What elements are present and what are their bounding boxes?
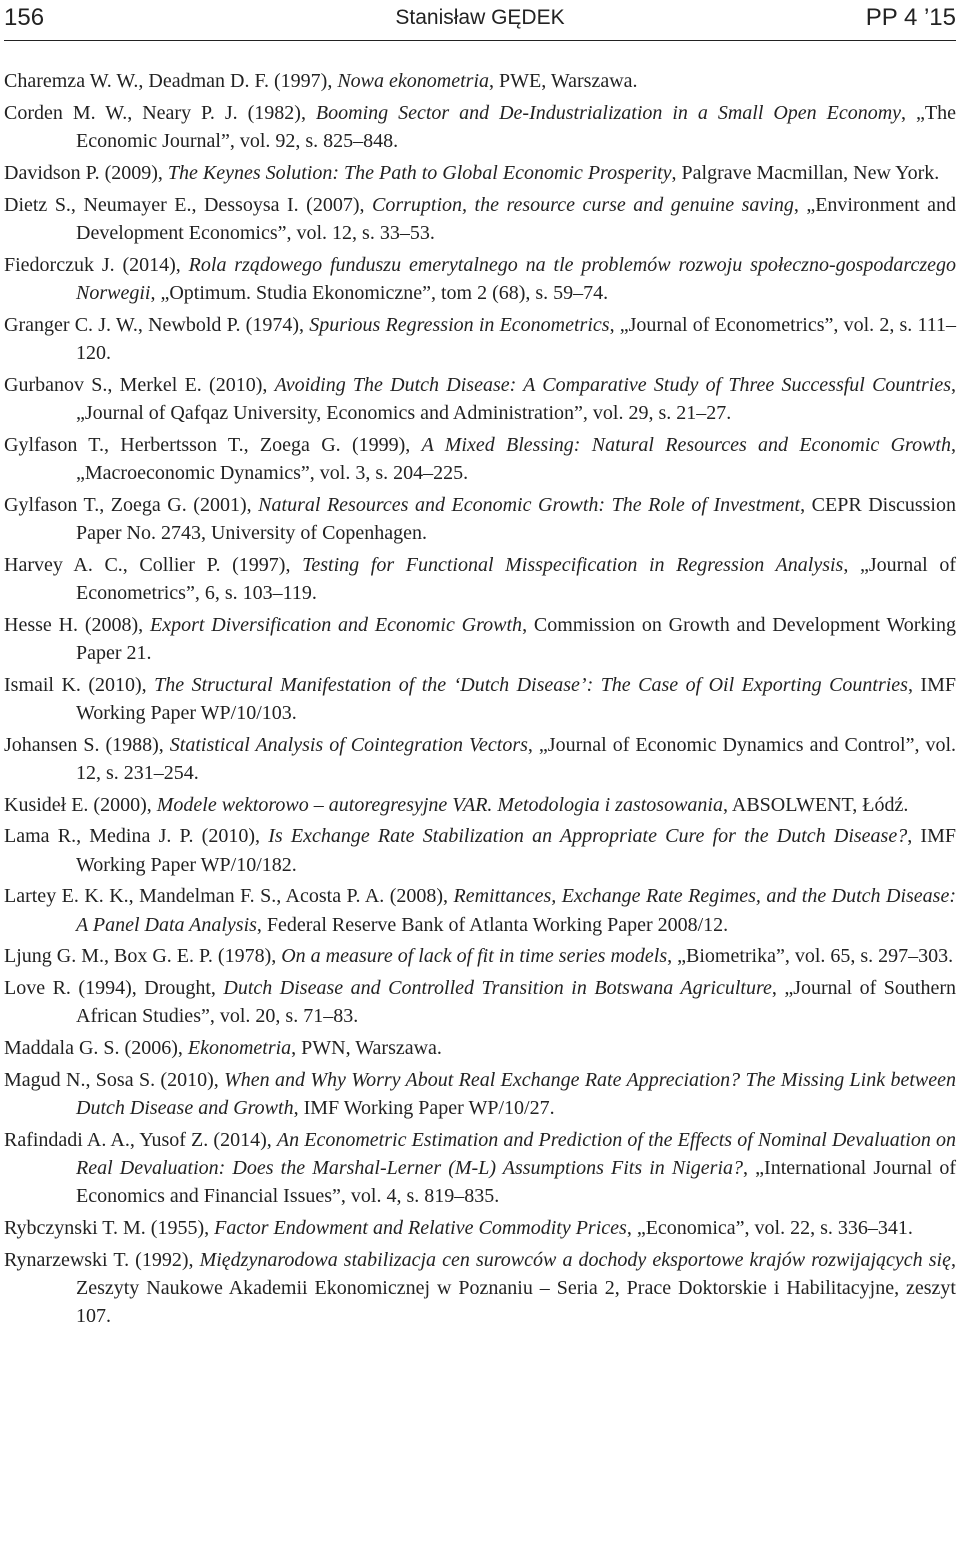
reference-text: Magud N., Sosa S. (2010), bbox=[4, 1068, 225, 1091]
reference-text: Rynarzewski T. (1992), bbox=[4, 1248, 200, 1271]
reference-title: Corruption, the resource curse and genuine saving bbox=[372, 193, 794, 216]
reference-text: , „Environment and Development Economics”, vol. 12, s. 33–53. bbox=[76, 193, 957, 244]
reference-entry bbox=[4, 791, 956, 819]
reference-text: , Federal Reserve Bank of Atlanta Working Paper 2008/12. bbox=[256, 913, 729, 936]
reference-entry bbox=[4, 251, 956, 307]
reference-title: Spurious Regression in Econometrics bbox=[309, 313, 610, 336]
reference-entry bbox=[4, 431, 956, 487]
reference-text: Johansen S. (1988), bbox=[4, 733, 170, 756]
reference-text: Hesse H. (2008), bbox=[4, 613, 150, 636]
reference-entry bbox=[4, 731, 956, 787]
reference-text: Gurbanov S., Merkel E. (2010), bbox=[4, 373, 275, 396]
reference-title: Is Exchange Rate Stabilization an Appropriate Cure for the Dutch Disease? bbox=[268, 825, 908, 848]
reference-title: The Keynes Solution: The Path to Global Economic Prosperity bbox=[167, 161, 672, 184]
reference-entry bbox=[4, 1034, 956, 1062]
page-number: 156 bbox=[4, 4, 45, 31]
reference-title: Avoiding The Dutch Disease: A Comparative Study of Three Successful Countries bbox=[274, 373, 951, 396]
reference-text: Lartey E. K. K., Mandelman F. S., Acosta P. A. (2008), bbox=[4, 885, 454, 908]
reference-text: Davidson P. (2009), bbox=[4, 161, 168, 184]
reference-text: , Palgrave Macmillan, New York. bbox=[671, 161, 940, 184]
reference-text: , „Journal of Economic Dynamics and Control”, vol. 12, s. 231–254. bbox=[76, 733, 957, 784]
reference-text: Gylfason T., Herbertsson T., Zoega G. (1999), bbox=[4, 433, 422, 456]
reference-title: An Econometric Estimation and Prediction of the Effects of Nominal Devaluation on Real Devaluation: Does the Marshal-Lerner (M-L) Assumptions Fits in Nigeria? bbox=[76, 1128, 956, 1180]
reference-title: Międzynarodowa stabilizacja cen surowców a dochody eksportowe krajów rozwijających się bbox=[199, 1248, 951, 1271]
reference-entry bbox=[4, 311, 956, 367]
reference-title: Dutch Disease and Controlled Transition in Botswana Agriculture bbox=[223, 977, 772, 1000]
reference-title: On a measure of lack of fit in time series models bbox=[281, 945, 668, 968]
reference-title: Nowa ekonometria bbox=[337, 70, 489, 92]
running-head-journal: PP 4 ’15 bbox=[865, 4, 956, 31]
reference-text: , Commission on Growth and Development Working Paper 21. bbox=[76, 613, 956, 664]
reference-title: Statistical Analysis of Cointegration Vectors bbox=[169, 733, 528, 756]
reference-text: , „Economica”, vol. 22, s. 336–341. bbox=[626, 1217, 913, 1240]
reference-title: A Mixed Blessing: Natural Resources and Economic Growth bbox=[421, 433, 951, 456]
reference-text: Lama R., Medina J. P. (2010), bbox=[4, 825, 269, 848]
reference-text: , „Biometrika”, vol. 65, s. 297–303. bbox=[667, 945, 954, 968]
reference-text: Corden M. W., Neary P. J. (1982), bbox=[4, 101, 316, 124]
reference-text: , „Macroeconomic Dynamics”, vol. 3, s. 204–225. bbox=[76, 433, 956, 484]
reference-text: Harvey A. C., Collier P. (1997), bbox=[4, 553, 303, 576]
running-head-author: Stanisław GĘDEK bbox=[395, 6, 565, 29]
reference-text: Gylfason T., Zoega G. (2001), bbox=[4, 493, 259, 516]
reference-text: Ismail K. (2010), bbox=[4, 673, 155, 696]
reference-text: , Zeszyty Naukowe Akademii Ekonomicznej w Poznaniu – Seria 2, Prace Doktorskie i Habilitacyjne, zeszyt 107. bbox=[76, 1248, 956, 1328]
reference-title: Ekonometria bbox=[187, 1037, 292, 1060]
reference-text: Ljung G. M., Box G. E. P. (1978), bbox=[4, 945, 282, 968]
reference-title: Booming Sector and De-Industrialization in a Small Open Economy bbox=[315, 101, 902, 124]
reference-title: Natural Resources and Economic Growth: The Role of Investment bbox=[258, 493, 801, 516]
reference-title: The Structural Manifestation of the ‘Dutch Disease’: The Case of Oil Exporting Countries bbox=[154, 673, 908, 696]
reference-entry bbox=[4, 882, 956, 938]
reference-text: Kusideł E. (2000), bbox=[4, 793, 157, 816]
reference-entry bbox=[4, 551, 956, 607]
reference-text: Granger C. J. W., Newbold P. (1974), bbox=[4, 313, 310, 336]
reference-text: , „The Economic Journal”, vol. 92, s. 825–848. bbox=[76, 101, 956, 152]
reference-entry bbox=[4, 99, 956, 155]
reference-entry bbox=[4, 371, 956, 427]
reference-text: Rafindadi A. A., Yusof Z. (2014), bbox=[4, 1128, 277, 1151]
reference-entry bbox=[4, 1246, 956, 1331]
reference-entry bbox=[4, 671, 956, 727]
reference-text: , ABSOLWENT, Łódź. bbox=[723, 793, 909, 816]
reference-title: Export Diversification and Economic Growth bbox=[150, 613, 523, 636]
reference-text: , „Journal of Qafqaz University, Economics and Administration”, vol. 29, s. 21–27. bbox=[76, 373, 956, 424]
reference-entry bbox=[4, 1214, 956, 1242]
header-rule bbox=[4, 40, 956, 41]
reference-text: , „International Journal of Economics and Financial Issues”, vol. 4, s. 819–835. bbox=[76, 1157, 956, 1208]
reference-text: , CEPR Discussion Paper No. 2743, University of Copenhagen. bbox=[76, 493, 956, 544]
reference-text: , IMF Working Paper WP/10/27. bbox=[293, 1097, 555, 1120]
reference-text: Maddala G. S. (2006), bbox=[4, 1037, 188, 1060]
reference-text: Dietz S., Neumayer E., Dessoysa I. (2007), bbox=[4, 193, 372, 216]
reference-title: Remittances, Exchange Rate Regimes, and the Dutch Disease: A Panel Data Analysis bbox=[76, 885, 956, 936]
reference-entry bbox=[4, 1066, 956, 1122]
reference-entry bbox=[4, 1126, 956, 1211]
reference-text: , „Journal of Southern African Studies”, vol. 20, s. 71–83. bbox=[76, 977, 956, 1028]
reference-entry bbox=[4, 191, 956, 247]
reference-title: Factor Endowment and Relative Commodity Prices bbox=[214, 1217, 627, 1240]
reference-entry bbox=[4, 942, 956, 970]
reference-text: , „Optimum. Studia Ekonomiczne”, tom 2 (68), s. 59–74. bbox=[150, 281, 609, 304]
reference-entry bbox=[4, 611, 956, 667]
reference-text: , „Journal of Econometrics”, vol. 2, s. 111–120. bbox=[76, 313, 956, 364]
reference-title: When and Why Worry About Real Exchange Rate Appreciation? The Missing Link between Dutch Disease and Growth bbox=[76, 1068, 956, 1120]
reference-text: , IMF Working Paper WP/10/182. bbox=[76, 825, 956, 876]
reference-text: Rybczynski T. M. (1955), bbox=[4, 1217, 215, 1240]
reference-title: Rola rządowego funduszu emerytalnego na tle problemów rozwoju społeczno-gospodarczego Norwegii bbox=[76, 253, 956, 304]
running-head bbox=[4, 0, 956, 36]
reference-text: , „Journal of Econometrics”, 6, s. 103–119. bbox=[76, 553, 957, 604]
reference-list bbox=[4, 67, 956, 1334]
reference-text: , PWN, Warszawa. bbox=[291, 1037, 442, 1060]
reference-text: , IMF Working Paper WP/10/103. bbox=[76, 673, 956, 724]
reference-text: , PWE, Warszawa. bbox=[489, 70, 638, 92]
reference-title: Testing for Functional Misspecification in Regression Analysis bbox=[302, 553, 844, 576]
reference-text: Charemza W. W., Deadman D. F. (1997), bbox=[4, 70, 338, 92]
reference-entry bbox=[4, 159, 956, 187]
reference-title: Modele wektorowo – autoregresyjne VAR. Metodologia i zastosowania bbox=[156, 793, 723, 816]
reference-entry bbox=[4, 491, 956, 547]
reference-text: Love R. (1994), Drought, bbox=[4, 977, 224, 1000]
reference-entry bbox=[4, 67, 956, 95]
reference-entry bbox=[4, 974, 956, 1030]
reference-entry bbox=[4, 822, 956, 878]
reference-text: Fiedorczuk J. (2014), bbox=[4, 253, 189, 276]
